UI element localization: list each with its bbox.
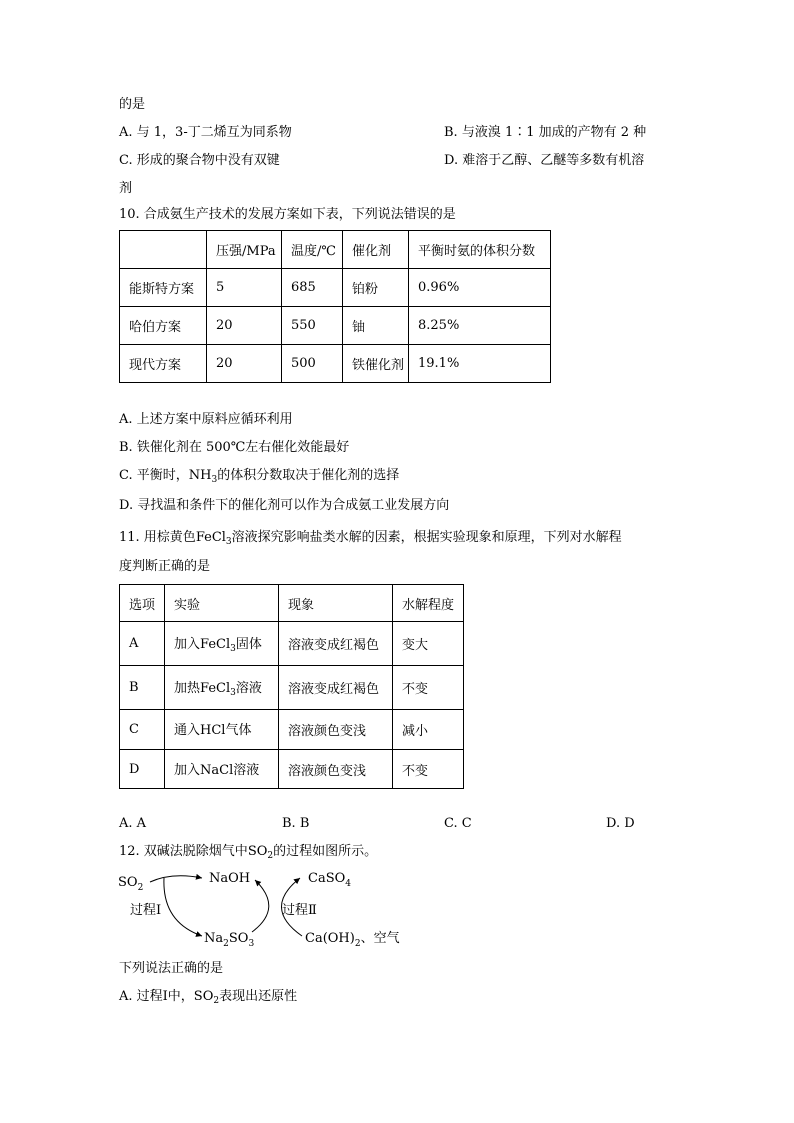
arrow-na2so3-to-naoh — [252, 880, 269, 932]
exp-formula: FeCl — [200, 681, 231, 696]
q12-option-a-post: 表现出还原性 — [219, 989, 298, 1004]
q11-stem-line2: 度判断正确的是 — [119, 559, 211, 574]
q12-option-a — [119, 988, 297, 1010]
q10-table — [119, 230, 551, 383]
q10-option-b: B. 铁催化剂在 500℃左右催化效能最好 — [119, 440, 350, 455]
table-row — [120, 750, 464, 789]
table-cell: 500 — [282, 345, 343, 383]
q10-stem: 10. 合成氨生产技术的发展方案如下表，下列说法错误的是 — [119, 207, 456, 222]
table-cell: 20 — [207, 307, 282, 345]
exp-pre: 加入 — [174, 637, 201, 652]
process-1-label: 过程Ⅰ — [130, 903, 162, 918]
table-cell: 8.25% — [409, 307, 551, 345]
arrow-process-1 — [164, 878, 202, 936]
exp-post: 气体 — [225, 723, 252, 738]
header-cell: 压强/MPa — [207, 231, 282, 269]
table-cell: D — [120, 750, 165, 789]
q9-option-b: B. 与液溴 1∶1 加成的产物有 2 种 — [444, 125, 647, 140]
table-cell: 溶液颜色变浅 — [279, 710, 393, 750]
q11-answer-c: C. C — [444, 816, 472, 831]
table-header-row — [120, 585, 464, 622]
table-row — [120, 307, 551, 345]
q10-option-a: A. 上述方案中原料应循环利用 — [119, 412, 293, 427]
table-cell: 溶液颜色变浅 — [279, 750, 393, 789]
q12-stem-line2: 下列说法正确的是 — [119, 961, 224, 976]
caso4-label: CaSO$_4$ — [308, 871, 351, 889]
table-cell — [165, 750, 279, 789]
so2-subscript: 2 — [267, 851, 274, 861]
process-2-label: 过程Ⅱ — [282, 903, 317, 918]
q11-answer-b: B. B — [282, 816, 310, 831]
q11-answer-a: A. A — [119, 816, 147, 831]
q12-stem-post: 的过程如图所示。 — [273, 844, 378, 859]
header-cell: 温度/℃ — [282, 231, 343, 269]
exp-post: 溶液 — [235, 681, 262, 696]
table-cell: 20 — [207, 345, 282, 383]
table-cell: 现代方案 — [120, 345, 207, 383]
table-cell — [165, 622, 279, 666]
so2-formula: SO — [247, 844, 268, 859]
q9-stem-tail: 的是 — [119, 97, 146, 112]
header-cell: 水解程度 — [393, 585, 464, 622]
table-cell: 变大 — [393, 622, 464, 666]
table-cell: 5 — [207, 269, 282, 307]
table-row — [120, 269, 551, 307]
q11-answer-d: D. D — [606, 816, 635, 831]
nh3-formula: NH — [188, 468, 212, 483]
table-cell: 铂粉 — [343, 269, 409, 307]
header-cell: 催化剂 — [343, 231, 409, 269]
table-row — [120, 345, 551, 383]
exp-formula: NaCl — [200, 762, 234, 778]
fecl3-subscript: 3 — [225, 537, 232, 547]
exp-pre: 加热 — [174, 681, 201, 696]
table-cell: 铁催化剂 — [343, 345, 409, 383]
q9-option-d: D. 难溶于乙醇、乙醚等多数有机溶 — [444, 153, 645, 168]
exp-post: 固体 — [235, 637, 262, 652]
header-cell: 平衡时氨的体积分数 — [409, 231, 551, 269]
q11-stem-pre: 11. 用棕黄色 — [119, 530, 196, 545]
q10-option-d: D. 寻找温和条件下的催化剂可以作为合成氨工业发展方向 — [119, 498, 450, 513]
so2-label: $SO_2$ — [118, 875, 144, 893]
q12-stem-pre: 12. 双碱法脱除烟气中 — [119, 844, 248, 859]
table-cell: 溶液变成红褐色 — [279, 622, 393, 666]
exp-post: 溶液 — [233, 762, 260, 778]
header-cell: 选项 — [120, 585, 165, 622]
table-cell: A — [120, 622, 165, 666]
table-cell: 685 — [282, 269, 343, 307]
q11-table — [119, 584, 464, 789]
fecl3-formula: FeCl — [195, 530, 226, 545]
na2so3-label: $Na_2SO_3$ — [204, 931, 255, 949]
q12-option-a-pre: A. 过程Ⅰ中， — [119, 989, 194, 1004]
q11-stem-post: 溶液探究影响盐类水解的因素，根据实验现象和原理，下列对水解程 — [231, 530, 622, 545]
table-cell: 0.96% — [409, 269, 551, 307]
q11-stem-line1 — [119, 529, 622, 551]
exp-subscript: 3 — [230, 688, 236, 698]
table-row — [120, 666, 464, 710]
exp-pre: 加入 — [174, 762, 201, 778]
exp-formula: HCl — [200, 723, 226, 738]
q12-stem — [119, 843, 377, 865]
caoh2-air-label: $Ca(OH)_2$、空气 — [305, 931, 400, 949]
table-cell — [165, 710, 279, 750]
q9-option-c: C. 形成的聚合物中没有双键 — [119, 153, 280, 168]
table-cell: 不变 — [393, 750, 464, 789]
table-cell: 能斯特方案 — [120, 269, 207, 307]
header-cell — [120, 231, 207, 269]
table-cell: 减小 — [393, 710, 464, 750]
q10-option-c-pre: C. 平衡时， — [119, 468, 189, 483]
table-row — [120, 622, 464, 666]
header-cell: 现象 — [279, 585, 393, 622]
header-cell: 实验 — [165, 585, 279, 622]
q9-option-d-wrap: 剂 — [119, 181, 133, 196]
naoh-label: NaOH — [209, 871, 251, 886]
table-cell: C — [120, 710, 165, 750]
so2-subscript: 2 — [213, 996, 220, 1006]
exp-pre: 通入 — [174, 723, 201, 738]
table-row — [120, 710, 464, 750]
q10-option-c-post: 的体积分数取决于催化剂的选择 — [217, 468, 400, 483]
so2-formula: SO — [193, 989, 214, 1004]
q10-option-c — [119, 467, 399, 489]
double-alkali-cycle-diagram — [112, 864, 412, 950]
arrow-so2-to-naoh — [150, 876, 202, 882]
table-cell: 铀 — [343, 307, 409, 345]
nh3-subscript: 3 — [211, 475, 218, 485]
table-header-row — [120, 231, 551, 269]
exp-formula: FeCl — [200, 637, 231, 652]
q9-option-a: A. 与 1，3-丁二烯互为同系物 — [119, 125, 292, 140]
table-cell: 19.1% — [409, 345, 551, 383]
table-cell: B — [120, 666, 165, 710]
table-cell: 不变 — [393, 666, 464, 710]
table-cell — [165, 666, 279, 710]
exp-subscript: 3 — [230, 644, 236, 654]
table-cell: 溶液变成红褐色 — [279, 666, 393, 710]
table-cell: 550 — [282, 307, 343, 345]
table-cell: 哈伯方案 — [120, 307, 207, 345]
